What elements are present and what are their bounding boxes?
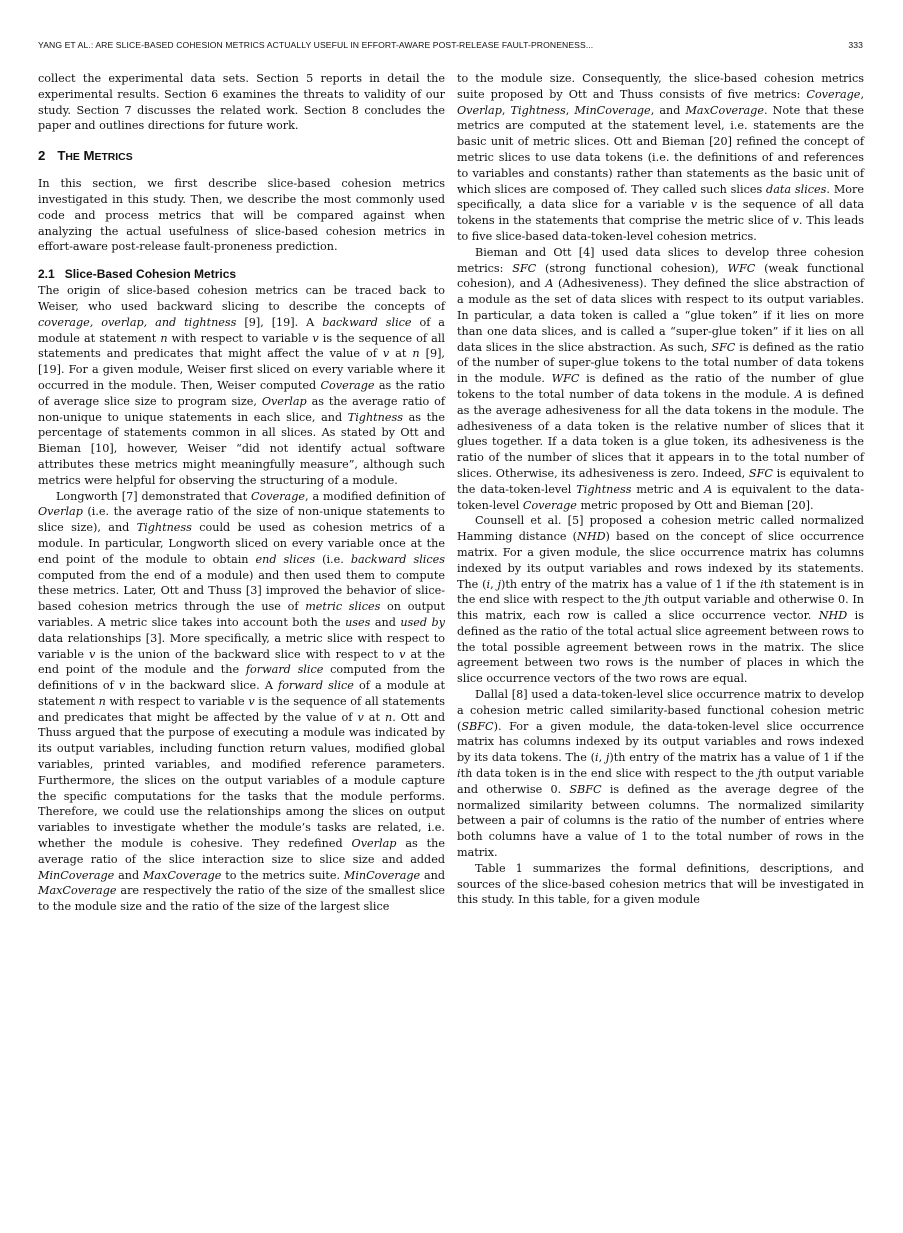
- section-title: THE METRICS: [57, 148, 133, 164]
- paragraph: Table 1 summarizes the formal definitions, descriptions, and sources of the slice-based cohesion metrics that will be investigated in this study. In this table, for a given module: [457, 861, 864, 907]
- right-column: [457, 71, 864, 908]
- paragraph: Longworth [7] demonstrated that Coverage, a modified definition of Overlap (i.e. the average ratio of the size of non-unique statements to slice size), and Tightness could be used as cohesion metrics of a module. In particular, Longworth sliced on every variable once at the end point of the module to obtain end slices (i.e. backward slices computed from the end of a module) and then used them to compute these metrics. Later, Ott and Thuss [3] improved the behavior of slice-based cohesion metrics through the use of metric slices on output variables. A metric slice takes into account both the uses and used by data relationships [3]. More specifically, a metric slice with respect to variable v is the union of the backward slice with respect to v at the end point of the module and the forward slice computed from the definitions of v in the backward slice. A forward slice of a module at statement n with respect to variable v is the sequence of all statements and predicates that might be affected by the value of v at n. Ott and Thuss argued that the purpose of executing a module was indicated by its output variables, including function return values, modified global variables, printed variables, and modified reference parameters. Furthermore, the slices on the output variables of a module capture the specific computations for the tasks that the module performs. Therefore, we could use the relationships among the slices on output variables to investigate whether the module’s tasks are related, i.e. whether the module is cohesive. They redefined Overlap as the average ratio of the slice interaction size to slice size and added MinCoverage and MaxCoverage to the metrics suite. MinCoverage and MaxCoverage are respectively the ratio of the size of the smallest slice to the module size and the ratio of the size of the largest slice: [38, 489, 446, 914]
- subsection-number: 2.1: [38, 267, 55, 282]
- paragraph: collect the experimental data sets. Section 5 reports in detail the experimental results. Section 6 examines the threats to validity of our study. Section 7 discusses the related work. Section 8 concludes the paper and outlines directions for future work.: [38, 72, 445, 133]
- paragraph: In this section, we first describe slice-based cohesion metrics investigated in this study. Then, we describe the most commonly used code and process metrics that will be compared against when analyzing the actual usefulness of slice-based cohesion metrics in effort-aware post-release fault-proneness prediction.: [38, 177, 445, 254]
- running-header: [38, 40, 863, 50]
- section-number: 2: [38, 148, 46, 164]
- left-column: [38, 71, 445, 915]
- section-heading: [38, 148, 445, 166]
- subsection-title: Slice-Based Cohesion Metrics: [64, 267, 237, 282]
- paragraph: The origin of slice-based cohesion metrics can be traced back to Weiser, who used backward slicing to describe the concepts of coverage, overlap, and tightness [9], [19]. A backward slice of a module at statement n with respect to variable v is the sequence of all statements and predicates that might affect the value of v at n [9], [19]. For a given module, Weiser first sliced on every variable where it occurred in the module. Then, Weiser computed Coverage as the ratio of average slice size to program size, Overlap as the average ratio of non-unique to unique statements in each slice, and Tightness as the percentage of statements common in all slices. As stated by Ott and Bieman [10], however, Weiser “did not identify actual software attributes these metrics might meaningfully measure”, although such metrics were helpful for observing the structuring of a module.: [38, 284, 445, 487]
- paragraph: to the module size. Consequently, the slice-based cohesion metrics suite proposed by Ott and Thuss consists of five metrics: Coverage, Overlap, Tightness, MinCoverage, and MaxCoverage. Note that these metrics are computed at the statement level, i.e. statements are the basic unit of metric slices. Ott and Bieman [20] refined the concept of metric slices to use data tokens (i.e. the definitions of and references to variables and constants) rather than statements as the basic unit of which slices are composed of. They called such slices data slices. More specifically, a data slice for a variable v is the sequence of all data tokens in the statements that comprise the metric slice of v. This leads to five slice-based data-token-level cohesion metrics.: [457, 72, 864, 243]
- paragraph: Dallal [8] used a data-token-level slice occurrence matrix to develop a cohesion metric called similarity-based functional cohesion metric (SBFC). For a given module, the data-token-level slice occurrence matrix has columns indexed by its output variables and rows indexed by its data tokens. The (i, j)th entry of the matrix has a value of 1 if the ith data token is in the end slice with respect to the jth output variable and otherwise 0. SBFC is defined as the average degree of the normalized similarity between columns. The normalized similarity between a pair of columns is the ratio of the number of entries where both columns have a value of 1 to the total number of rows in the matrix.: [457, 688, 864, 860]
- paragraph: Counsell et al. [5] proposed a cohesion metric called normalized Hamming distance (NHD) based on the concept of slice occurrence matrix. For a given module, the slice occurrence matrix has columns indexed by its output variables and rows indexed by its statements. The (i, j)th entry of the matrix has a value of 1 if the ith statement is in the end slice with respect to the jth output variable and otherwise 0. In this matrix, each row is called a slice occurrence vector. NHD is defined as the ratio of the total actual slice agreement between rows to the total possible agreement between rows in the matrix. The slice agreement between two rows is the number of places in which the slice occurrence vectors of the two rows are equal.: [457, 514, 864, 686]
- subsection-heading: [38, 266, 445, 282]
- page-number: 333: [848, 40, 863, 50]
- paragraph: Bieman and Ott [4] used data slices to develop three cohesion metrics: SFC (strong functional cohesion), WFC (weak functional cohesion), and A (Adhesiveness). They defined the slice abstraction of a module as the set of data slices with respect to its output variables. In particular, a data token is called a “glue token” if it lies on more than one data slices, and is called a “super-glue token” if it lies on all data slices in the slice abstraction. As such, SFC is defined as the ratio of the number of super-glue tokens to the total number of data tokens in the module. WFC is defined as the ratio of the number of glue tokens to the total number of data tokens in the module. A is defined as the average adhesiveness for all the data tokens in the module. The adhesiveness of a data token is the relative number of slices that it glues together. If a data token is a glue token, its adhesiveness is the ratio of the number of slices that it appears in to the total number of slices. Otherwise, its adhesiveness is zero. Indeed, SFC is equivalent to the data-token-level Tightness metric and A is equivalent to the data-token-level Coverage metric proposed by Ott and Bieman [20].: [457, 245, 865, 512]
- running-title: YANG ET AL.: ARE SLICE-BASED COHESION METRICS ACTUALLY USEFUL IN EFFORT-AWARE POST-RELEASE FAULT-PRONENESS...: [38, 40, 594, 50]
